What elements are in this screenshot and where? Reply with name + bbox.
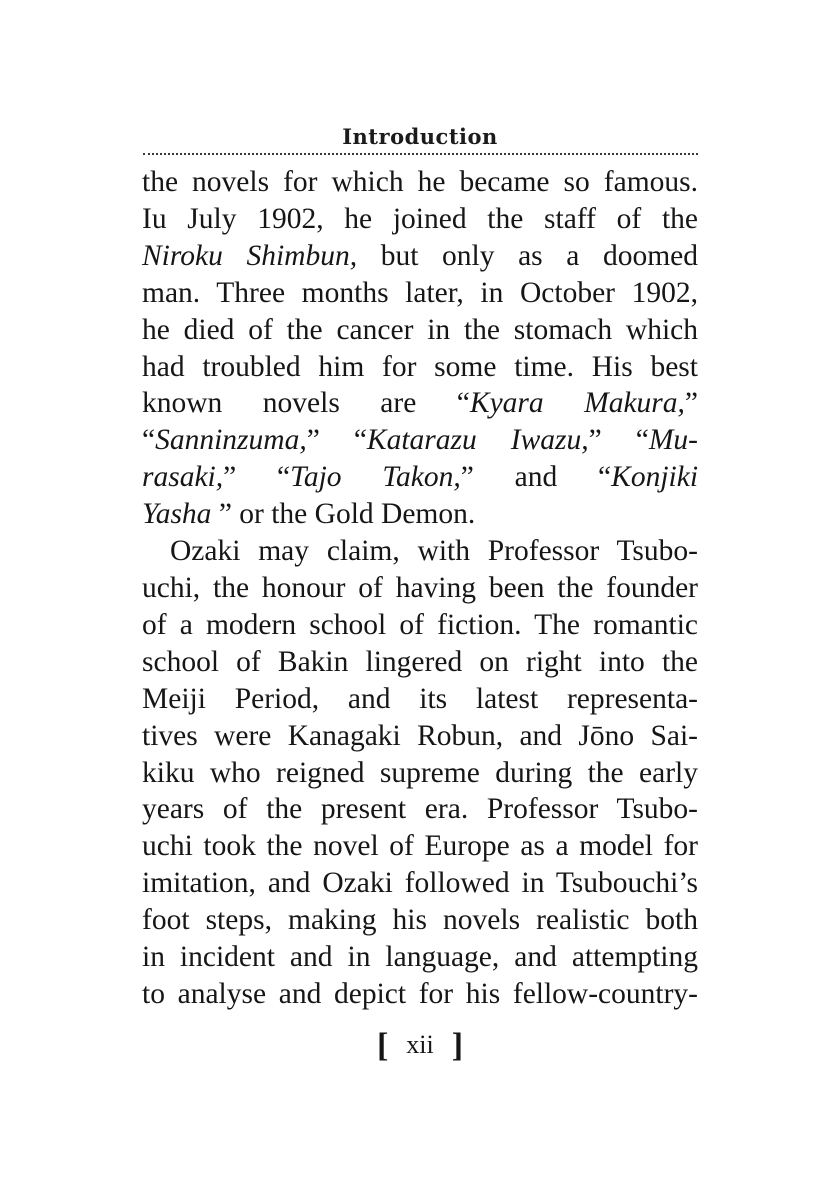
text-line: Iu July 1902, he joined the staff of the <box>142 202 698 235</box>
text-line: school of Bakin lingered on right into the <box>142 645 698 678</box>
paragraph-1 <box>142 164 698 533</box>
italic-title: Sanninzuma, <box>155 424 307 457</box>
text-line: uchi took the novel of Europe as a model for <box>142 830 698 863</box>
text-line: imitation, and Ozaki followed in Tsubouchi’s <box>142 867 698 900</box>
text-line: Ozaki may claim, with Professor Tsubo- <box>170 535 698 568</box>
text-line: known novels are “Kyara Makura,” <box>142 387 698 420</box>
folio-open-bracket: [ <box>376 1027 389 1064</box>
text-line: tives were Kanagaki Robun, and Jōno Sai- <box>142 719 698 752</box>
text-line: of a modern school of fiction. The romantic <box>142 608 698 641</box>
folio-number: xii <box>406 1030 434 1059</box>
italic-title: Tajo Takon, <box>290 461 461 494</box>
text-line: man. Three months later, in October 1902, <box>142 276 698 309</box>
text-line: Niroku Shimbun, but only as a doomed <box>142 239 698 272</box>
italic-title: Niroku Shimbun, <box>142 239 358 272</box>
text-line: uchi, the honour of having been the founder <box>142 571 698 604</box>
italic-title: Yasha <box>142 498 212 531</box>
page-number <box>0 1027 840 1065</box>
text-line: he died of the cancer in the stomach which <box>142 313 698 346</box>
text-line: foot steps, making his novels realistic both <box>142 904 698 937</box>
running-head: Introduction <box>342 124 498 149</box>
text-line: to analyse and depict for his fellow-country- <box>142 977 698 1010</box>
text-line: in incident and in language, and attempting <box>142 941 698 974</box>
text-line: Meiji Period, and its latest representa- <box>142 682 698 715</box>
text-line: had troubled him for some time. His best <box>142 350 698 383</box>
text-line: years of the present era. Professor Tsubo- <box>142 793 698 826</box>
italic-title: Kyara Makura, <box>469 387 685 420</box>
folio-close-bracket: ] <box>451 1027 464 1064</box>
text-line: the novels for which he became so famous. <box>142 166 698 198</box>
italic-title: Katarazu Iwazu, <box>366 424 589 457</box>
header-rule <box>143 153 698 155</box>
italic-title: Konjiki <box>611 461 699 494</box>
text-line: Yasha ” or the Gold Demon. <box>142 498 476 531</box>
paragraph-2 <box>142 533 698 1013</box>
body-text <box>142 164 698 1013</box>
text-line: kiku who reigned supreme during the early <box>142 756 698 789</box>
text-line: “Sanninzuma,” “Katarazu Iwazu,” “Mu- <box>142 424 699 457</box>
italic-title: rasaki, <box>142 461 224 494</box>
text-line: rasaki,” “Tajo Takon,” and “Konjiki <box>142 461 699 494</box>
italic-title: Mu- <box>648 424 699 457</box>
